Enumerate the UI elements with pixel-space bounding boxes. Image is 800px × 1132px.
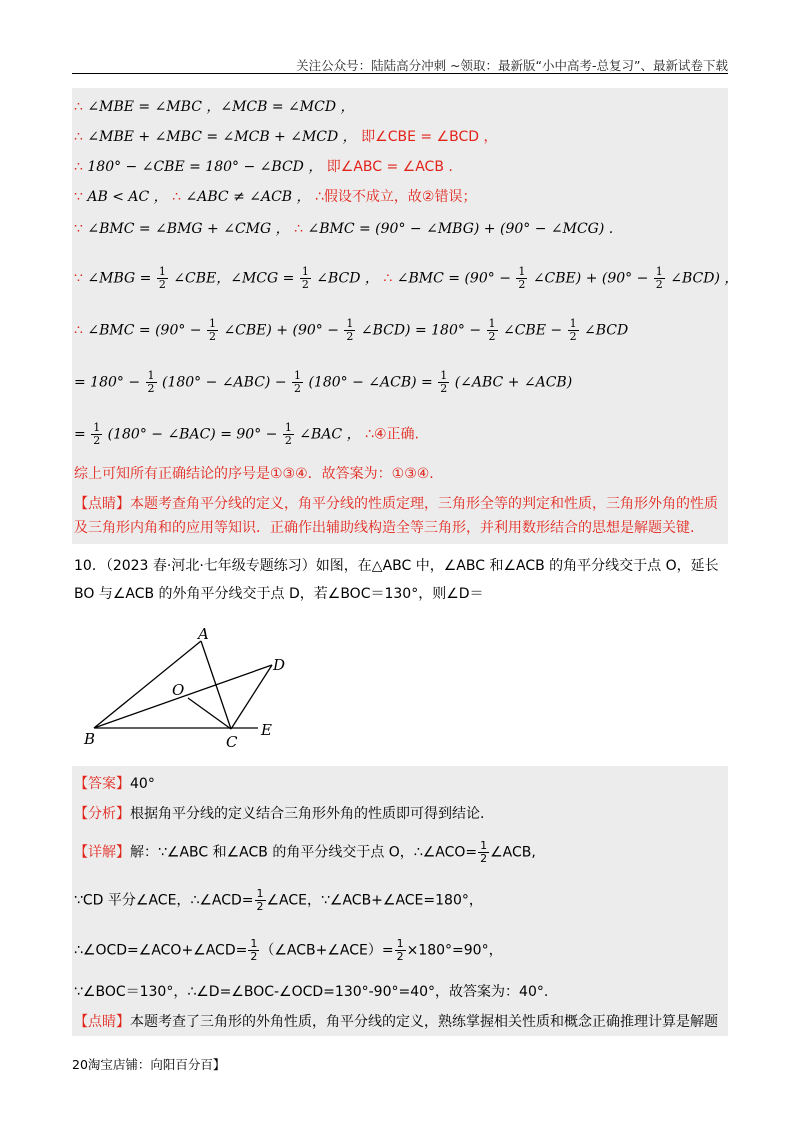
fraction-half: $\frac{1}{2}$ <box>480 839 488 865</box>
page-header: 关注公众号：陆陆高分冲刺 ~领取：最新版“小中高考-总复习”、最新试卷下载 <box>296 58 728 73</box>
page-number: 20 <box>72 1057 88 1072</box>
detail-line-2: ∵CD 平分∠ACE，∴∠ACD= $\frac{1}{2}$ ∠ACE，∵∠ACB+∠ACE=180°， <box>74 887 483 913</box>
detail-line-4: ∵∠BOC＝130°，∴∠D=∠BOC-∠OCD=130°-90°=40°，故答案为：40°. <box>74 984 549 1000</box>
fraction-half: $\frac{1}{2}$ <box>284 421 292 447</box>
fraction-half: $\frac{1}{2}$ <box>93 421 101 447</box>
fraction-half: $\frac{1}{2}$ <box>346 317 354 343</box>
segment-AB <box>94 641 201 728</box>
label-D: D <box>273 656 286 674</box>
triangle-figure <box>80 625 300 755</box>
fraction-half: $\frac{1}{2}$ <box>301 265 309 291</box>
fraction-half: $\frac{1}{2}$ <box>440 369 448 395</box>
label-B: B <box>84 730 96 748</box>
fraction-half: $\frac{1}{2}$ <box>396 937 404 963</box>
fraction-half: $\frac{1}{2}$ <box>256 887 264 913</box>
proof-line-6: ∵ ∠MBG = $\frac{1}{2}$ ∠CBE，∠MCG = $\frac{1}{2}$ ∠BCD ， ∴ ∠BMC = (90° − $\frac{1}{2}$ ∠CBE) + (90° − $\frac{1}{2}$ ∠BCD) ， <box>74 265 739 291</box>
proof-line-1: ∴ ∠MBE = ∠MBC ，∠MCB = ∠MCD ， <box>74 99 355 115</box>
segment-CD <box>231 665 272 729</box>
label-A: A <box>198 625 209 643</box>
shop-name: 淘宝店铺：向阳百分百】 <box>87 1057 226 1072</box>
segment-OC <box>188 698 231 729</box>
label-O: O <box>172 681 185 699</box>
question-10: 10．（2023 春·河北·七年级专题练习）如图，在△ABC 中，∠ABC 和∠ACB 的角平分线交于点 O，延长 BO 与∠ACB 的外角平分线交于点 D，若∠BOC＝130°，则∠D＝ <box>74 558 719 602</box>
proof-line-9: = $\frac{1}{2}$ (180° − ∠BAC) = 90° − $\frac{1}{2}$ ∠BAC ， ∴④正确. <box>74 421 419 447</box>
fraction-half: $\frac{1}{2}$ <box>518 265 526 291</box>
fraction-half: $\frac{1}{2}$ <box>294 369 302 395</box>
comment-2: 【点睛】本题考查了三角形的外角性质，角平分线的定义，熟练掌握相关性质和概念正确推理计算是解题 <box>74 1014 718 1030</box>
label-E: E <box>261 721 272 739</box>
proof-line-2: ∴ ∠MBE + ∠MBC = ∠MCB + ∠MCD ， 即∠CBE = ∠BCD ， <box>74 129 498 145</box>
comment-block: 【点睛】本题考查角平分线的定义，角平分线的性质定理，三角形全等的判定和性质，三角形外角的性质及三角形内角和的应用等知识．正确作出辅助线构造全等三角形，并利用数形结合的思想是解题关键. <box>74 496 718 536</box>
fraction-half: $\frac{1}{2}$ <box>208 317 216 343</box>
proof-line-4: ∵ AB < AC ， ∴ ∠ABC ≠ ∠ACB ， ∴假设不成立，故②错误； <box>74 189 477 205</box>
detail-line-3: ∴∠OCD=∠ACO+∠ACD= $\frac{1}{2}$ （∠ACB+∠ACE）= $\frac{1}{2}$ ×180°=90°， <box>74 937 503 963</box>
fraction-half: $\frac{1}{2}$ <box>250 937 258 963</box>
fraction-half: $\frac{1}{2}$ <box>147 369 155 395</box>
fraction-half: $\frac{1}{2}$ <box>158 265 166 291</box>
page-footer <box>72 1055 225 1073</box>
conclusion: 综上可知所有正确结论的序号是①③④．故答案为：①③④. <box>74 466 434 482</box>
proof-line-3: ∴ 180° − ∠CBE = 180° − ∠BCD ， 即∠ABC = ∠ACB . <box>74 159 453 175</box>
label-C: C <box>226 733 238 751</box>
analysis: 【分析】根据角平分线的定义结合三角形外角的性质即可得到结论. <box>74 806 485 822</box>
fraction-half: $\frac{1}{2}$ <box>569 317 577 343</box>
proof-line-8: = 180° − $\frac{1}{2}$ (180° − ∠ABC) − $\frac{1}{2}$ (180° − ∠ACB) = $\frac{1}{2}$ (∠ABC + ∠ACB) <box>74 369 573 395</box>
answer: 【答案】40° <box>74 776 155 792</box>
header-divider <box>72 73 728 74</box>
fraction-half: $\frac{1}{2}$ <box>488 317 496 343</box>
proof-line-5: ∵ ∠BMC = ∠BMG + ∠CMG ， ∴ ∠BMC = (90° − ∠MBG) + (90° − ∠MCG) . <box>74 221 614 237</box>
proof-line-7: ∴ ∠BMC = (90° − $\frac{1}{2}$ ∠CBE) + (90° − $\frac{1}{2}$ ∠BCD) = 180° − $\frac{1}{2}$ ∠CBE − $\frac{1}{2}$ ∠BCD <box>74 317 629 343</box>
detail-line-1: 【详解】解：∵∠ABC 和∠ACB 的角平分线交于点 O，∴∠ACO= $\frac{1}{2}$ ∠ACB, <box>74 839 536 865</box>
fraction-half: $\frac{1}{2}$ <box>655 265 663 291</box>
